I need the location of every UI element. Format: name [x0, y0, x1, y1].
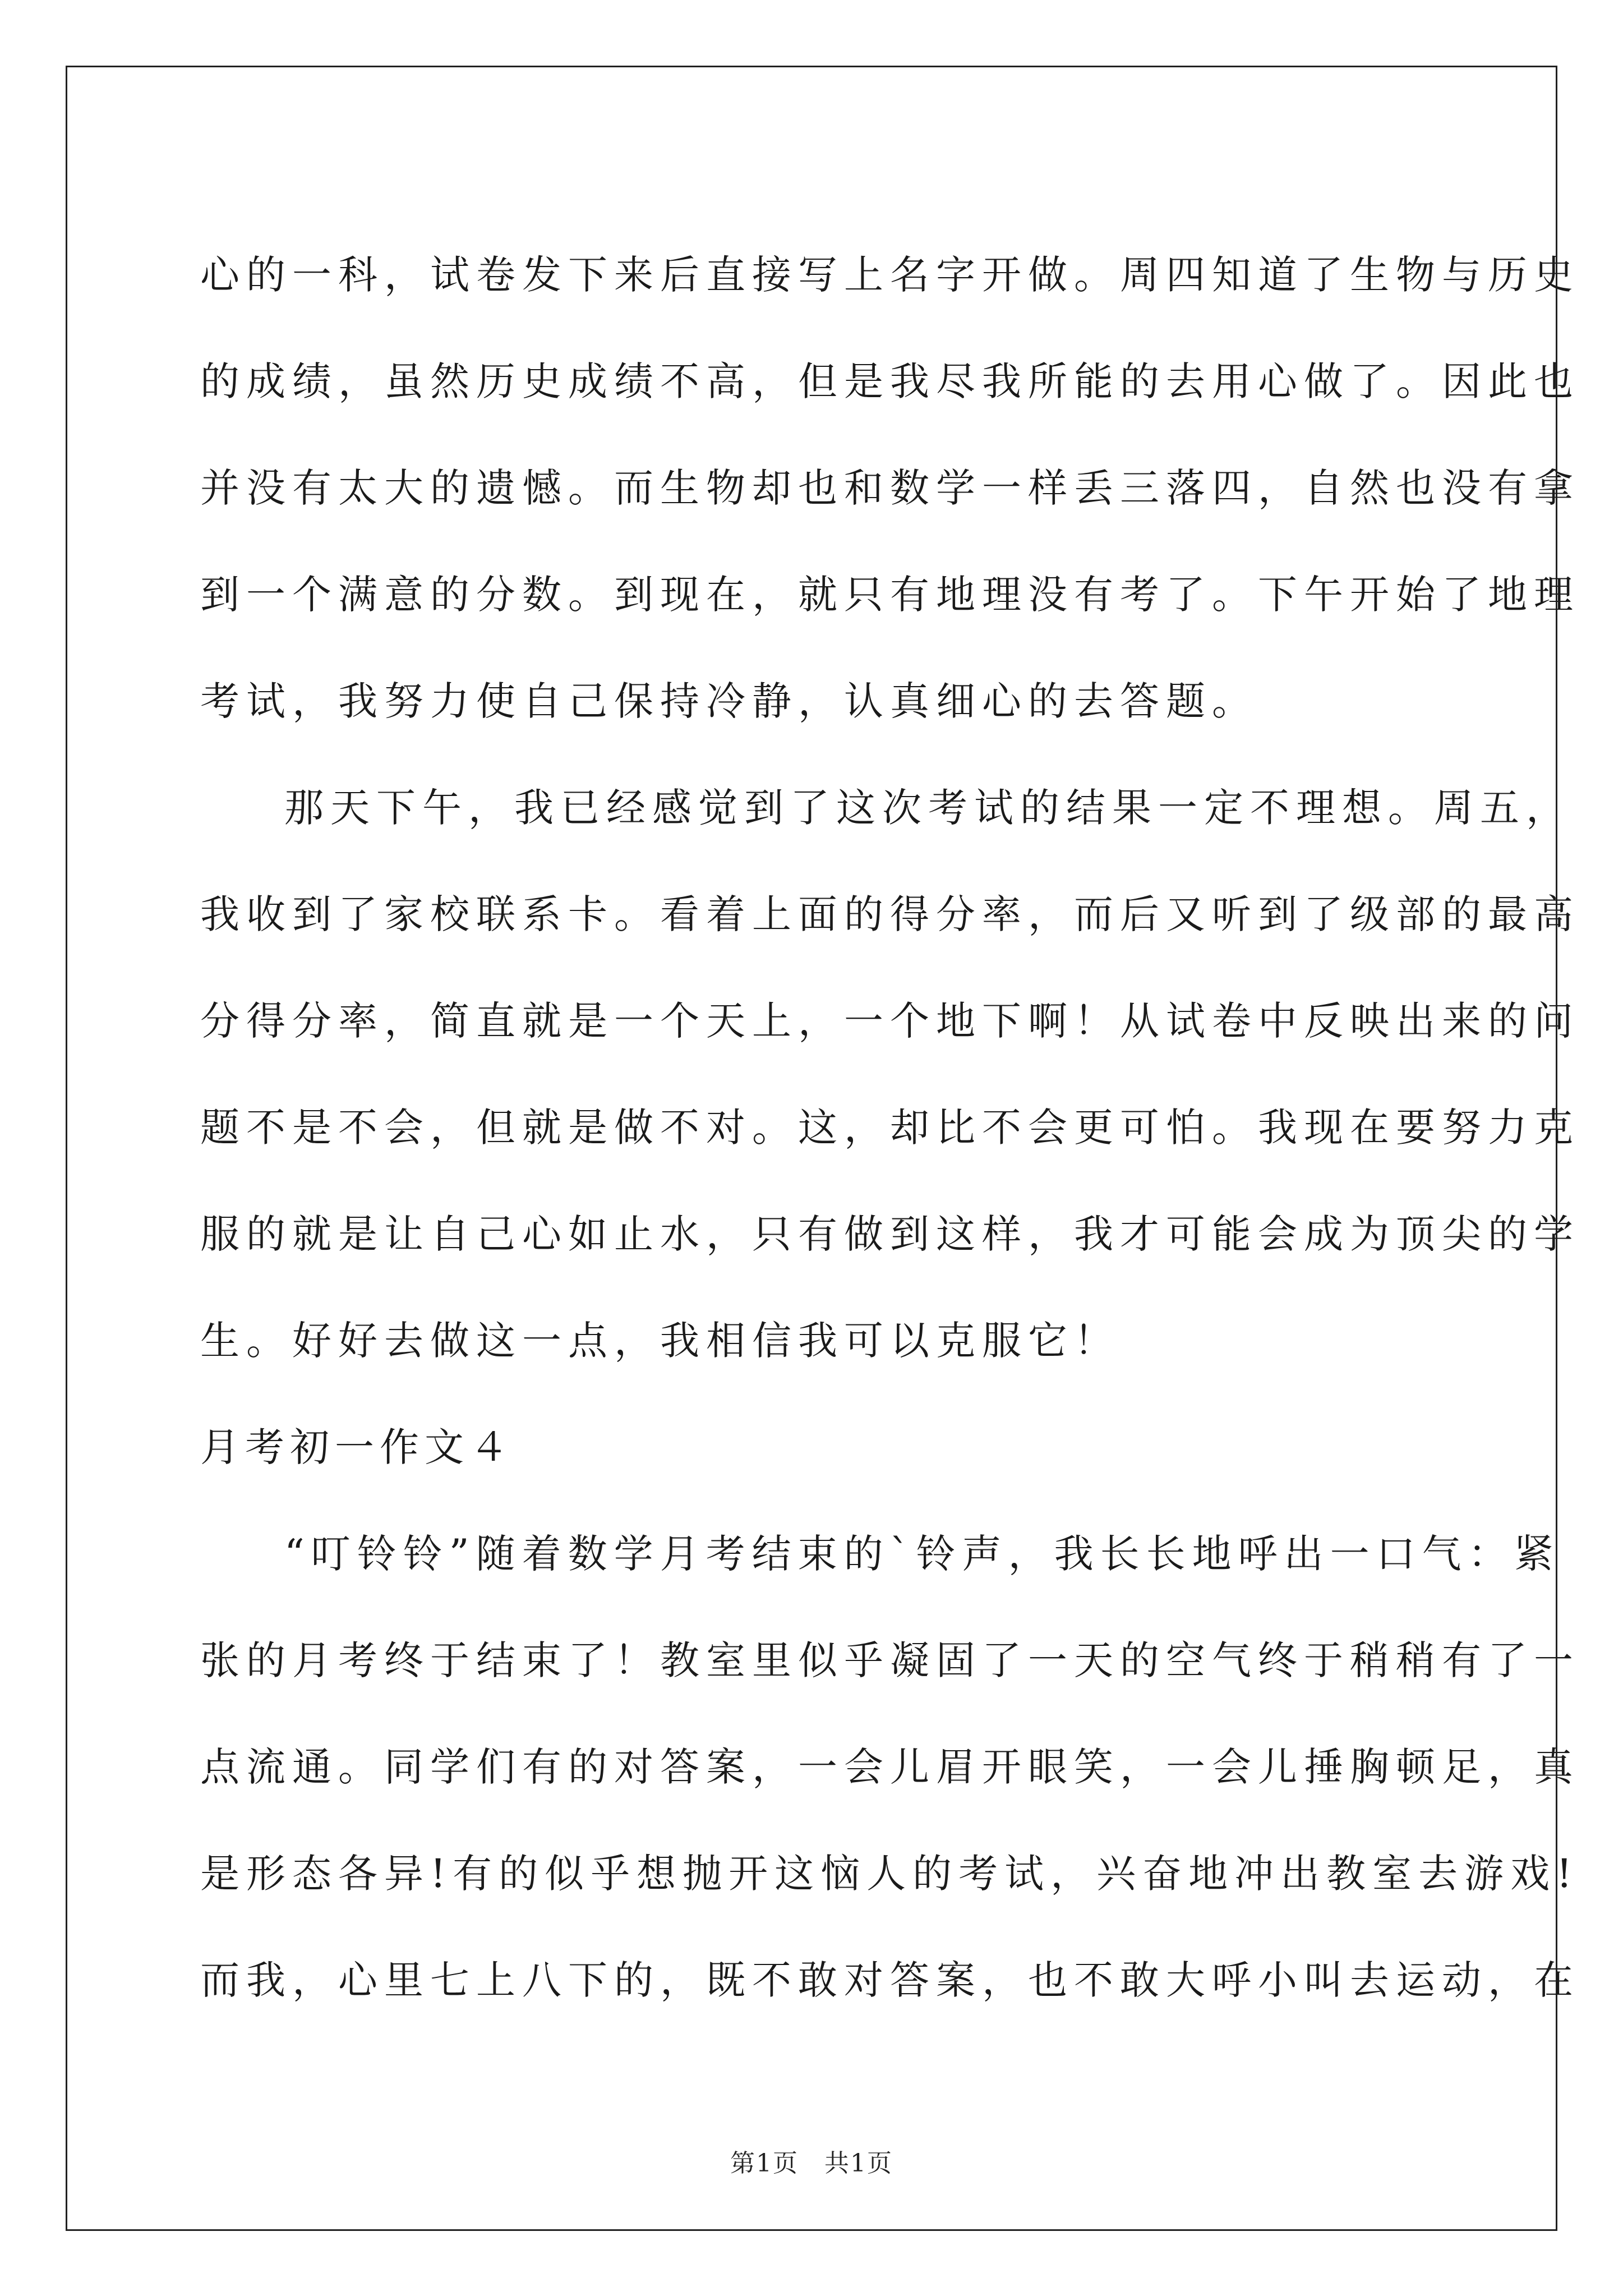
text-line: 心的一科，试卷发下来后直接写上名字开做。周四知道了生物与历史 [200, 252, 1580, 298]
text-line: 分得分率，简直就是一个天上，一个地下啊！从试卷中反映出来的问 [200, 998, 1580, 1044]
text-line: 那天下午，我已经感觉到了这次考试的结果一定不理想。周五， [284, 785, 1572, 831]
text-line: “叮铃铃”随着数学月考结束的`铃声，我长长地呼出一口气：紧 [284, 1531, 1560, 1577]
text-line: 题不是不会，但就是做不对。这，却比不会更可怕。我现在要努力克 [200, 1105, 1580, 1151]
text-line: 考试，我努力使自己保持冷静，认真细心的去答题。 [200, 678, 1258, 724]
text-line: 张的月考终于结束了！教室里似乎凝固了一天的空气终于稍稍有了一 [200, 1637, 1580, 1683]
text-line: 的成绩，虽然历史成绩不高，但是我尽我所能的去用心做了。因此也 [200, 358, 1580, 404]
text-line: 而我，心里七上八下的，既不敢对答案，也不敢大呼小叫去运动，在 [200, 1957, 1580, 2003]
text-line: 我收到了家校联系卡。看着上面的得分率，而后又听到了级部的最高 [200, 891, 1580, 937]
section-heading: 月考初一作文４ [200, 1424, 514, 1470]
text-line: 并没有太大的遗憾。而生物却也和数学一样丢三落四，自然也没有拿 [200, 465, 1580, 511]
text-line: 到一个满意的分数。到现在，就只有地理没有考了。下午开始了地理 [200, 572, 1580, 618]
page-footer: 第1页 共1页 [730, 2149, 893, 2178]
text-line: 点流通。同学们有的对答案，一会儿眉开眼笑，一会儿捶胸顿足，真 [200, 1744, 1580, 1790]
text-line: 生。好好去做这一点，我相信我可以克服它！ [200, 1318, 1120, 1364]
text-line: 服的就是让自己心如止水，只有做到这样，我才可能会成为顶尖的学 [200, 1211, 1580, 1257]
text-line: 是形态各异!有的似乎想抛开这恼人的考试，兴奋地冲出教室去游戏! [200, 1851, 1579, 1897]
document-body [200, 222, 1580, 2033]
